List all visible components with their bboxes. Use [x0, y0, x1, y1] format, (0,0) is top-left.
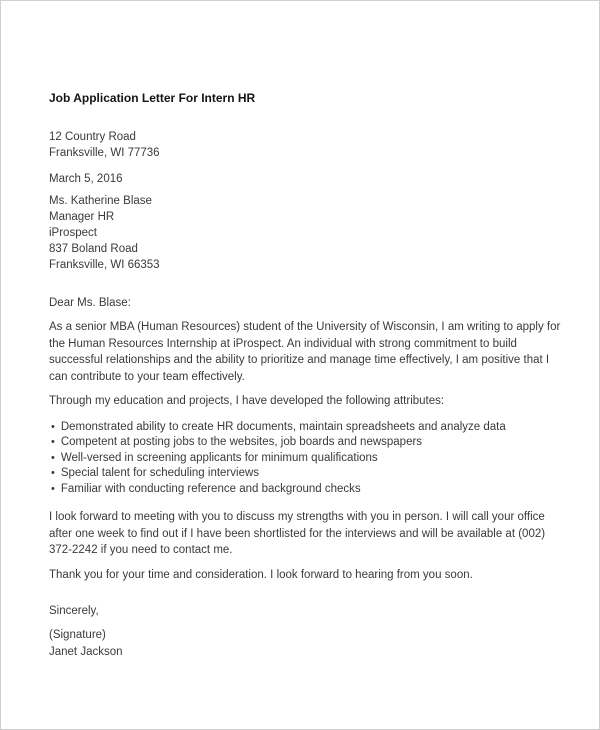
recipient-city: Franksville, WI 66353 — [49, 259, 160, 271]
signature-placeholder: (Signature) — [49, 629, 106, 641]
attribute-item — [51, 435, 567, 451]
attribute-item — [51, 466, 567, 482]
recipient-name: Ms. Katherine Blase — [49, 195, 152, 207]
attribute-item-text: Special talent for scheduling interviews — [60, 467, 260, 479]
recipient-title: Manager HR — [49, 211, 115, 223]
bullet-icon: • — [51, 467, 55, 479]
attribute-item-text: Well-versed in screening applicants for minimum qualifications — [60, 451, 378, 464]
salutation: Dear Ms. Blase: — [49, 297, 131, 309]
paragraph-thanks: Thank you for your time and consideration. I look forward to hearing from you soon. — [49, 568, 473, 581]
attribute-item — [51, 482, 567, 498]
attribute-item-text: Familiar with conducting reference and background checks — [60, 482, 361, 495]
signature-name: Janet Jackson — [49, 646, 123, 658]
sender-address-line: 12 Country Road — [49, 131, 136, 143]
sender-address-line: Franksville, WI 77736 — [49, 147, 160, 159]
bullet-icon: • — [51, 451, 55, 464]
sender-address — [49, 129, 567, 161]
letter-title: Job Application Letter For Intern HR — [49, 91, 256, 105]
signature-block — [49, 627, 567, 661]
attribute-item — [51, 451, 567, 467]
recipient-address — [49, 193, 567, 273]
bullet-icon: • — [51, 482, 55, 495]
closing: Sincerely, — [49, 605, 99, 617]
paragraph-attributes-lead: Through my education and projects, I have developed the following attributes: — [49, 395, 445, 407]
attribute-item-text: Competent at posting jobs to the websites, job boards and newspapers — [60, 436, 423, 448]
attribute-item-text: Demonstrated ability to create HR documents, maintain spreadsheets and analyze data — [60, 420, 506, 433]
bullet-icon: • — [51, 436, 55, 448]
paragraph-intro: As a senior MBA (Human Resources) student of the University of Wisconsin, I am writing to apply for the Human Resources Internship at iProspect. An individual with strong commitment to build successful relationships and the ability to prioritize and manage time effectively, I am positive that I can contribute to your team effectively. — [49, 321, 561, 383]
attribute-item — [51, 420, 567, 436]
recipient-street: 837 Boland Road — [49, 243, 138, 255]
attributes-list — [49, 420, 567, 498]
letter-body — [49, 1, 567, 661]
bullet-icon: • — [51, 420, 55, 433]
recipient-company: iProspect — [49, 227, 97, 239]
letter-date: March 5, 2016 — [49, 173, 123, 185]
paragraph-follow-up: I look forward to meeting with you to discuss my strengths with you in person. I will call your office after one week to find out if I have been shortlisted for the interviews and will be available at (002) 372-2242 if you need to contact me. — [49, 511, 546, 556]
